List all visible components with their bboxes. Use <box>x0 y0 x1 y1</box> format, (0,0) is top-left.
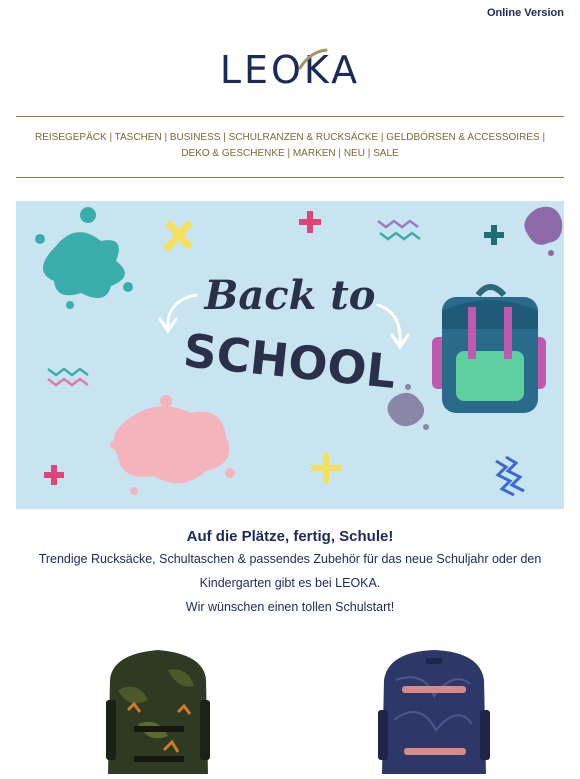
back-to-school-banner[interactable] <box>16 201 564 509</box>
zigzag-icon <box>506 457 524 491</box>
zigzag-icon <box>378 221 418 227</box>
purple-splash-icon <box>524 207 562 256</box>
intro-text-line-3: Wir wünschen einen tollen Schulstart! <box>185 600 395 614</box>
intro-text-line-1: Trendige Rucksäcke, Schultaschen & passendes Zubehör für das neue Schuljahr oder den <box>38 552 542 566</box>
yellow-cross-icon <box>168 225 188 247</box>
nav-separator: | <box>367 148 374 159</box>
zigzag-icon <box>48 379 88 385</box>
nav-divider <box>16 177 564 178</box>
zigzag-icon <box>48 369 88 375</box>
navy-backpack-icon <box>374 640 494 774</box>
main-headline: Auf die Plätze, fertig, Schule! <box>186 528 394 545</box>
nav-item-schulranzen[interactable]: SCHULRANZEN & RUCKSÄCKE <box>228 132 379 143</box>
nav-item-geldboersen[interactable]: GELDBÖRSEN & ACCESSOIRES <box>386 132 540 143</box>
nav-separator: | <box>223 132 229 143</box>
grey-splash-icon <box>387 384 429 430</box>
nav-separator: | <box>287 148 293 159</box>
camo-backpack-icon <box>98 640 218 774</box>
yellow-plus-icon <box>311 453 341 483</box>
teal-splash-icon <box>35 207 133 309</box>
banner-title-script: Back to <box>204 272 376 319</box>
top-divider <box>16 116 564 117</box>
arrow-right-icon <box>378 305 408 347</box>
nav-separator: | <box>109 132 115 143</box>
logo-text-start: LEO <box>219 48 304 92</box>
nav-item-deko[interactable]: DEKO & GESCHENKE <box>181 148 285 159</box>
nav-item-reisegepaeck[interactable]: REISEGEPÄCK <box>34 132 107 143</box>
nav-separator: | <box>338 148 344 159</box>
nav-item-neu[interactable]: NEU <box>343 148 365 159</box>
logo-text-end: KA <box>303 48 361 92</box>
product-image-camo-backpack[interactable] <box>98 640 218 774</box>
nav-item-business[interactable]: BUSINESS <box>169 132 221 143</box>
logo-swoosh-icon <box>296 46 336 86</box>
nav-separator: | <box>542 132 546 143</box>
banner-illustration <box>16 201 564 509</box>
backpack-illustration-icon <box>432 287 546 413</box>
banner-title-main: SCHOOL <box>180 323 399 400</box>
nav-separator: | <box>380 132 387 143</box>
intro-text-line-2: Kindergarten gibt es bei LEOKA. <box>199 576 381 590</box>
nav-separator: | <box>164 132 170 143</box>
teal-cross-icon <box>484 225 504 245</box>
product-image-navy-backpack[interactable] <box>374 640 494 774</box>
category-nav <box>20 130 560 162</box>
nav-item-taschen[interactable]: TASCHEN <box>114 132 162 143</box>
leoka-logo[interactable] <box>0 48 580 92</box>
pink-splash-icon <box>110 395 235 495</box>
online-version-link[interactable]: Online Version <box>486 7 564 19</box>
nav-item-marken[interactable]: MARKEN <box>292 148 336 159</box>
zigzag-icon <box>380 233 420 239</box>
nav-item-sale[interactable]: SALE <box>373 148 399 159</box>
